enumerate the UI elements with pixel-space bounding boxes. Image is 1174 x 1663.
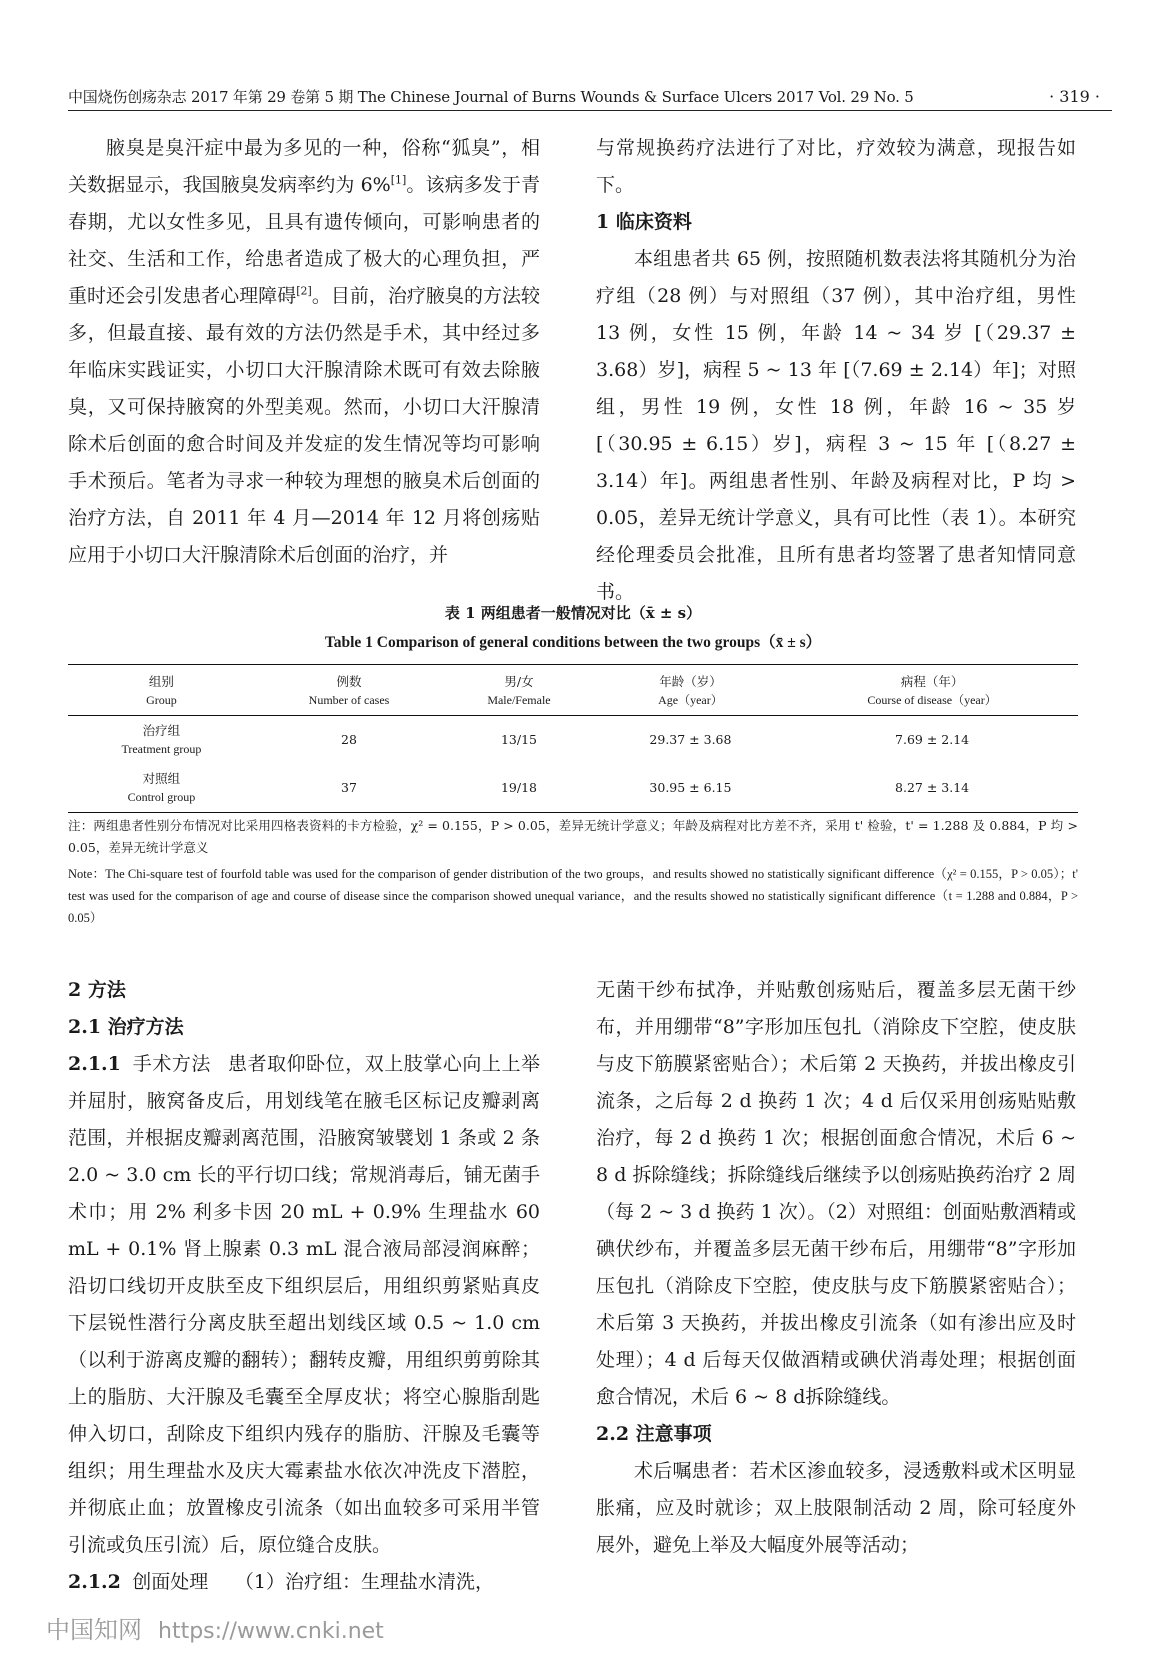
intro-column-left	[68, 130, 540, 574]
page-number: · 319 ·	[1049, 87, 1100, 106]
methods-column-right	[596, 972, 1076, 1564]
running-header	[68, 88, 1112, 111]
surgical-method-paragraph: 2.1.1 手术方法 患者取仰卧位，双上肢掌心向上上举并屈肘，腋窝备皮后，用划线笔在腋毛区标记皮瓣剥离范围，并根据皮瓣剥离范围，沿腋窝皱襞划 1 条或 2 条 2.0 ~ 3.0 cm 长的平行切口线；常规消毒后，铺无菌手术巾；用 2% 利多卡因 20 mL + 0.9% 生理盐水 60 mL + 0.1% 肾上腺素 0.3 mL 混合液局部浸润麻醉；沿切口线切开皮肤至皮下组织层后，用组织剪紧贴真皮下层锐性潜行分离皮肤至超出划线区域 0.5 ~ 1.0 cm（以利于游离皮瓣的翻转）；翻转皮瓣，用组织剪剪除其上的脂肪、大汗腺及毛囊至全厚皮状；将空心腺脂刮匙伸入切口，刮除皮下组织内残存的脂肪、汗腺及毛囊等组织；用生理盐水及庆大霉素盐水依次冲洗皮下潜腔，并彻底止血；放置橡皮引流条（如出血较多可采用半管引流或负压引流）后，原位缝合皮肤。	[68, 1053, 540, 1556]
col-header-group: 组别 Group	[146, 674, 177, 707]
table-header-row	[68, 665, 1078, 716]
precautions-paragraph: 术后嘱患者：若术区渗血较多，浸透敷料或术区明显胀痛，应及时就诊；双上肢限制活动 2 周，除可轻度外展外，避免上举及大幅度外展等活动；	[596, 1460, 1076, 1556]
cell-cases: 28	[341, 732, 357, 747]
subsection-2-2-heading: 2.2 注意事项	[596, 1423, 712, 1445]
methods-column-left	[68, 972, 540, 1601]
subsection-2-1-heading: 2.1 治疗方法	[68, 1016, 184, 1038]
cnki-url[interactable]: https://www.cnki.net	[158, 1619, 384, 1644]
table-note-en: Note：The Chi-square test of fourfold table was used for the comparison of gender distribution of the two groups，and results showed no statistically significant difference（χ² = 0.155，P > 0.05）；t' test was used for the comparison of age and course of disease since the comparison showed unequal variance，and the results showed no statistically significant difference（t = 1.288 and 0.884，P > 0.05）	[68, 867, 1078, 925]
table-row	[68, 716, 1078, 765]
cnki-watermark	[46, 1610, 384, 1645]
section-2-heading: 2 方法	[68, 979, 126, 1001]
table-note-cn: 注：两组患者性别分布情况对比采用四格表资料的卡方检验，χ² = 0.155，P > 0.05，差异无统计学意义；年龄及病程对比方差不齐，采用 t' 检验，t' = 1.288 及 0.884，P 均 > 0.05，差异无统计学意义	[68, 818, 1078, 855]
citation-2[interactable]: [2]	[296, 284, 312, 298]
intro-column-right	[596, 130, 1076, 611]
col-header-cases: 例数 Number of cases	[308, 674, 390, 707]
cell-group: 对照组 Control group	[127, 771, 196, 804]
cell-age: 29.37 ± 3.68	[649, 732, 732, 747]
cell-course: 7.69 ± 2.14	[895, 732, 970, 747]
cnki-logo-text: 中国知网	[46, 1616, 142, 1644]
wound-treatment-paragraph-continued: 无菌干纱布拭净，并贴敷创疡贴后，覆盖多层无菌干纱布，并用绷带“8”字形加压包扎（消除皮下空腔，使皮肤与皮下筋膜紧密贴合）；术后第 2 天换药，并拔出橡皮引流条，之后每 2 d 换药 1 次；4 d 后仅采用创疡贴贴敷治疗，每 2 d 换药 1 次；根据创面愈合情况，术后 6 ~ 8 d 拆除缝线；拆除缝线后继续予以创疡贴换药治疗 2 周（每 2 ~ 3 d 换药 1 次）。（2）对照组：创面贴敷酒精或碘伏纱布，并覆盖多层无菌干纱布后，用绷带“8”字形加压包扎（消除皮下空腔，使皮肤与皮下筋膜紧密贴合）；术后第 3 天换药，并拔出橡皮引流条（如有渗出应及时处理）；4 d 后每天仅做酒精或碘伏消毒处理；根据创面愈合情况，术后 6 ~ 8 d拆除缝线。	[596, 979, 1076, 1408]
general-conditions-table	[68, 664, 1078, 813]
cell-course: 8.27 ± 3.14	[895, 780, 970, 795]
table-caption-en: Table 1 Comparison of general conditions between the two groups（x̄ ± s）	[324, 634, 822, 651]
col-header-age: 年龄（岁） Age（year）	[658, 674, 723, 707]
section-1-text: 本组患者共 65 例，按照随机数表法将其随机分为治疗组（28 例）与对照组（37 例），其中治疗组，男性 13 例，女性 15 例，年龄 14 ~ 34 岁 [（29.37 ± 3.68）岁]，病程 5 ~ 13 年 [（7.69 ± 2.14）年]；对照组，男性 19 例，女性 18 例，年龄 16 ~ 35 岁 [（30.95 ± 6.15）岁]，病程 3 ~ 15 年 [（8.27 ± 3.14）年]。两组患者性别、年龄及病程对比，P 均 > 0.05，差异无统计学意义，具有可比性（表 1）。本研究经伦理委员会批准，且所有患者均签署了患者知情同意书。	[596, 248, 1076, 603]
col-header-sex: 男/女 Male/Female	[487, 674, 551, 707]
table-caption-cn: 表 1 两组患者一般情况对比（x̄ ± s）	[444, 604, 702, 622]
journal-title: 中国烧伤创疡杂志 2017 年第 29 卷第 5 期 The Chinese Journal of Burns Wounds & Surface Ulcers 2017 Vol. 29 No. 5	[68, 88, 914, 106]
intro-paragraph: 腋臭是臭汗症中最为多见的一种，俗称“狐臭”，相关数据显示，我国腋臭发病率约为 6%[1]。该病多发于青春期，尤以女性多见，且具有遗传倾向，可影响患者的社交、生活和工作，给患者造成了极大的心理负担，严重时还会引发患者心理障碍[2]。目前，治疗腋臭的方法较多，但最直接、最有效的方法仍然是手术，其中经过多年临床实践证实，小切口大汗腺清除术既可有效去除腋臭，又可保持腋窝的外型美观。然而，小切口大汗腺清除术后创面的愈合时间及并发症的发生情况等均可影响手术预后。笔者为寻求一种较为理想的腋臭术后创面的治疗方法，自 2011 年 4 月—2014 年 12 月将创疡贴应用于小切口大汗腺清除术后创面的治疗，并	[68, 137, 540, 566]
intro-paragraph-continued: 与常规换药疗法进行了对比，疗效较为满意，现报告如下。	[596, 137, 1076, 196]
section-1-heading: 1 临床资料	[596, 211, 692, 233]
cell-cases: 37	[341, 780, 357, 795]
cell-sex: 19/18	[500, 780, 537, 795]
citation-1[interactable]: [1]	[390, 173, 407, 187]
cell-age: 30.95 ± 6.15	[649, 780, 732, 795]
table-row	[68, 764, 1078, 813]
wound-treatment-paragraph: 2.1.2 创面处理 （1）治疗组：生理盐水清洗，	[68, 1571, 494, 1593]
cell-sex: 13/15	[500, 732, 537, 747]
table-1	[68, 602, 1078, 929]
col-header-course: 病程（年） Course of disease（year）	[867, 674, 997, 707]
cell-group: 治疗组 Treatment group	[121, 723, 202, 756]
